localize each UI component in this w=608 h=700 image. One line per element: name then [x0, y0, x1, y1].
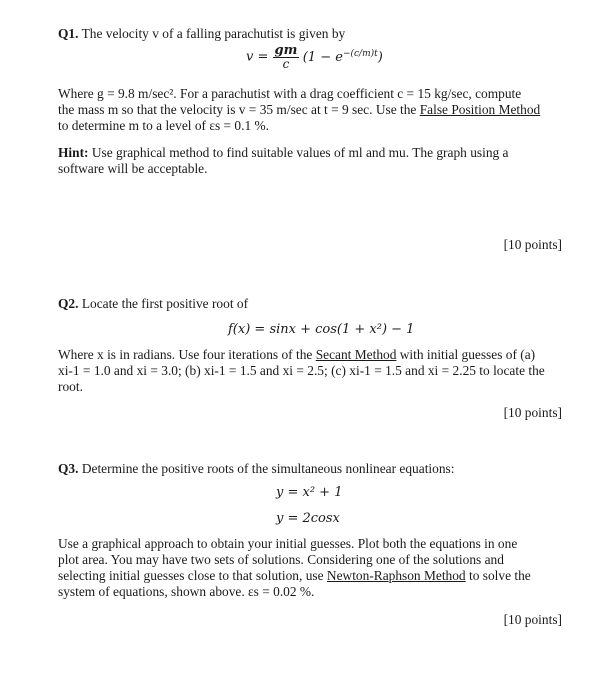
- q1-body-line-3: to determine m to a level of εs = 0.1 %.: [58, 118, 270, 133]
- q1-hint-label: Hint:: [58, 145, 89, 160]
- q3-body-line-3a: selecting initial guesses close to that solution, use: [58, 568, 324, 583]
- q3-number: Q3.: [58, 461, 79, 476]
- q1-eq-denominator: c: [282, 57, 290, 71]
- q1-eq-rhs-base: (1 − e: [302, 49, 343, 65]
- q3-equation-1: y = x² + 1: [276, 485, 343, 500]
- q3-body-line-3b: to solve the: [469, 568, 531, 583]
- q2-number: Q2.: [58, 296, 79, 311]
- q1-number: Q1.: [58, 26, 79, 41]
- q2-method-link: Secant Method: [315, 347, 397, 362]
- q2-body-line-1b: with initial guesses of (a): [399, 347, 536, 362]
- q2-title: Locate the first positive root of: [81, 296, 249, 311]
- q3-body-line-4: system of equations, shown above. εs = 0.02 %.: [58, 584, 315, 599]
- q1-body-line-1: Where g = 9.8 m/sec². For a parachutist with a drag coefficient c = 15 kg/sec, compute: [58, 86, 522, 101]
- q3-body-line-2: plot area. You may have two sets of solutions. Considering one of the solutions and: [58, 552, 504, 567]
- q1-points: [10 points]: [503, 237, 562, 252]
- q3-body-line-3: [58, 567, 531, 584]
- q1-title-line: [58, 25, 345, 42]
- q2-body-line-1a: Where x is in radians. Use four iterations of the: [58, 347, 313, 362]
- q1-eq-fraction: [273, 44, 300, 71]
- q1-equation: [246, 44, 383, 71]
- q1-eq-lhs: v =: [246, 49, 273, 65]
- q2-title-line: [58, 295, 248, 312]
- q1-body-line-2: [58, 101, 540, 118]
- q3-points: [10 points]: [503, 612, 562, 627]
- q3-method-link: Newton-Raphson Method: [326, 568, 466, 583]
- q3-title: Determine the positive roots of the simultaneous nonlinear equations:: [81, 461, 455, 476]
- q2-body-line-3: root.: [58, 379, 83, 394]
- q1-eq-rhs-close: ): [377, 49, 383, 65]
- q1-hint-text: Use graphical method to find suitable values of ml and mu. The graph using a: [91, 145, 509, 160]
- q1-body-line-2-text: the mass m so that the velocity is v = 35 m/sec at t = 9 sec. Use the: [58, 102, 417, 117]
- q1-eq-numerator: gm: [274, 43, 298, 58]
- q1-eq-exponent: −(c/m)t: [342, 48, 378, 59]
- q1-method-link: False Position Method: [419, 102, 541, 117]
- q2-body-line-1: [58, 346, 535, 363]
- q3-equation-2: y = 2cosx: [276, 511, 340, 526]
- q1-hint-line-2: software will be acceptable.: [58, 161, 208, 176]
- q2-body-line-2: xi-1 = 1.0 and xi = 3.0; (b) xi-1 = 1.5 and xi = 2.5; (c) xi-1 = 1.5 and xi = 2.25 to locate the: [58, 363, 545, 378]
- q3-title-line: [58, 460, 454, 477]
- q1-eq-rhs: [303, 50, 383, 65]
- q2-points: [10 points]: [503, 405, 562, 420]
- q2-equation: f(x) = sinx + cos(1 + x²) − 1: [228, 322, 415, 337]
- q1-hint-line-1: [58, 144, 509, 161]
- q3-body-line-1: Use a graphical approach to obtain your initial guesses. Plot both the equations in one: [58, 536, 518, 551]
- q1-title: The velocity v of a falling parachutist is given by: [81, 26, 346, 41]
